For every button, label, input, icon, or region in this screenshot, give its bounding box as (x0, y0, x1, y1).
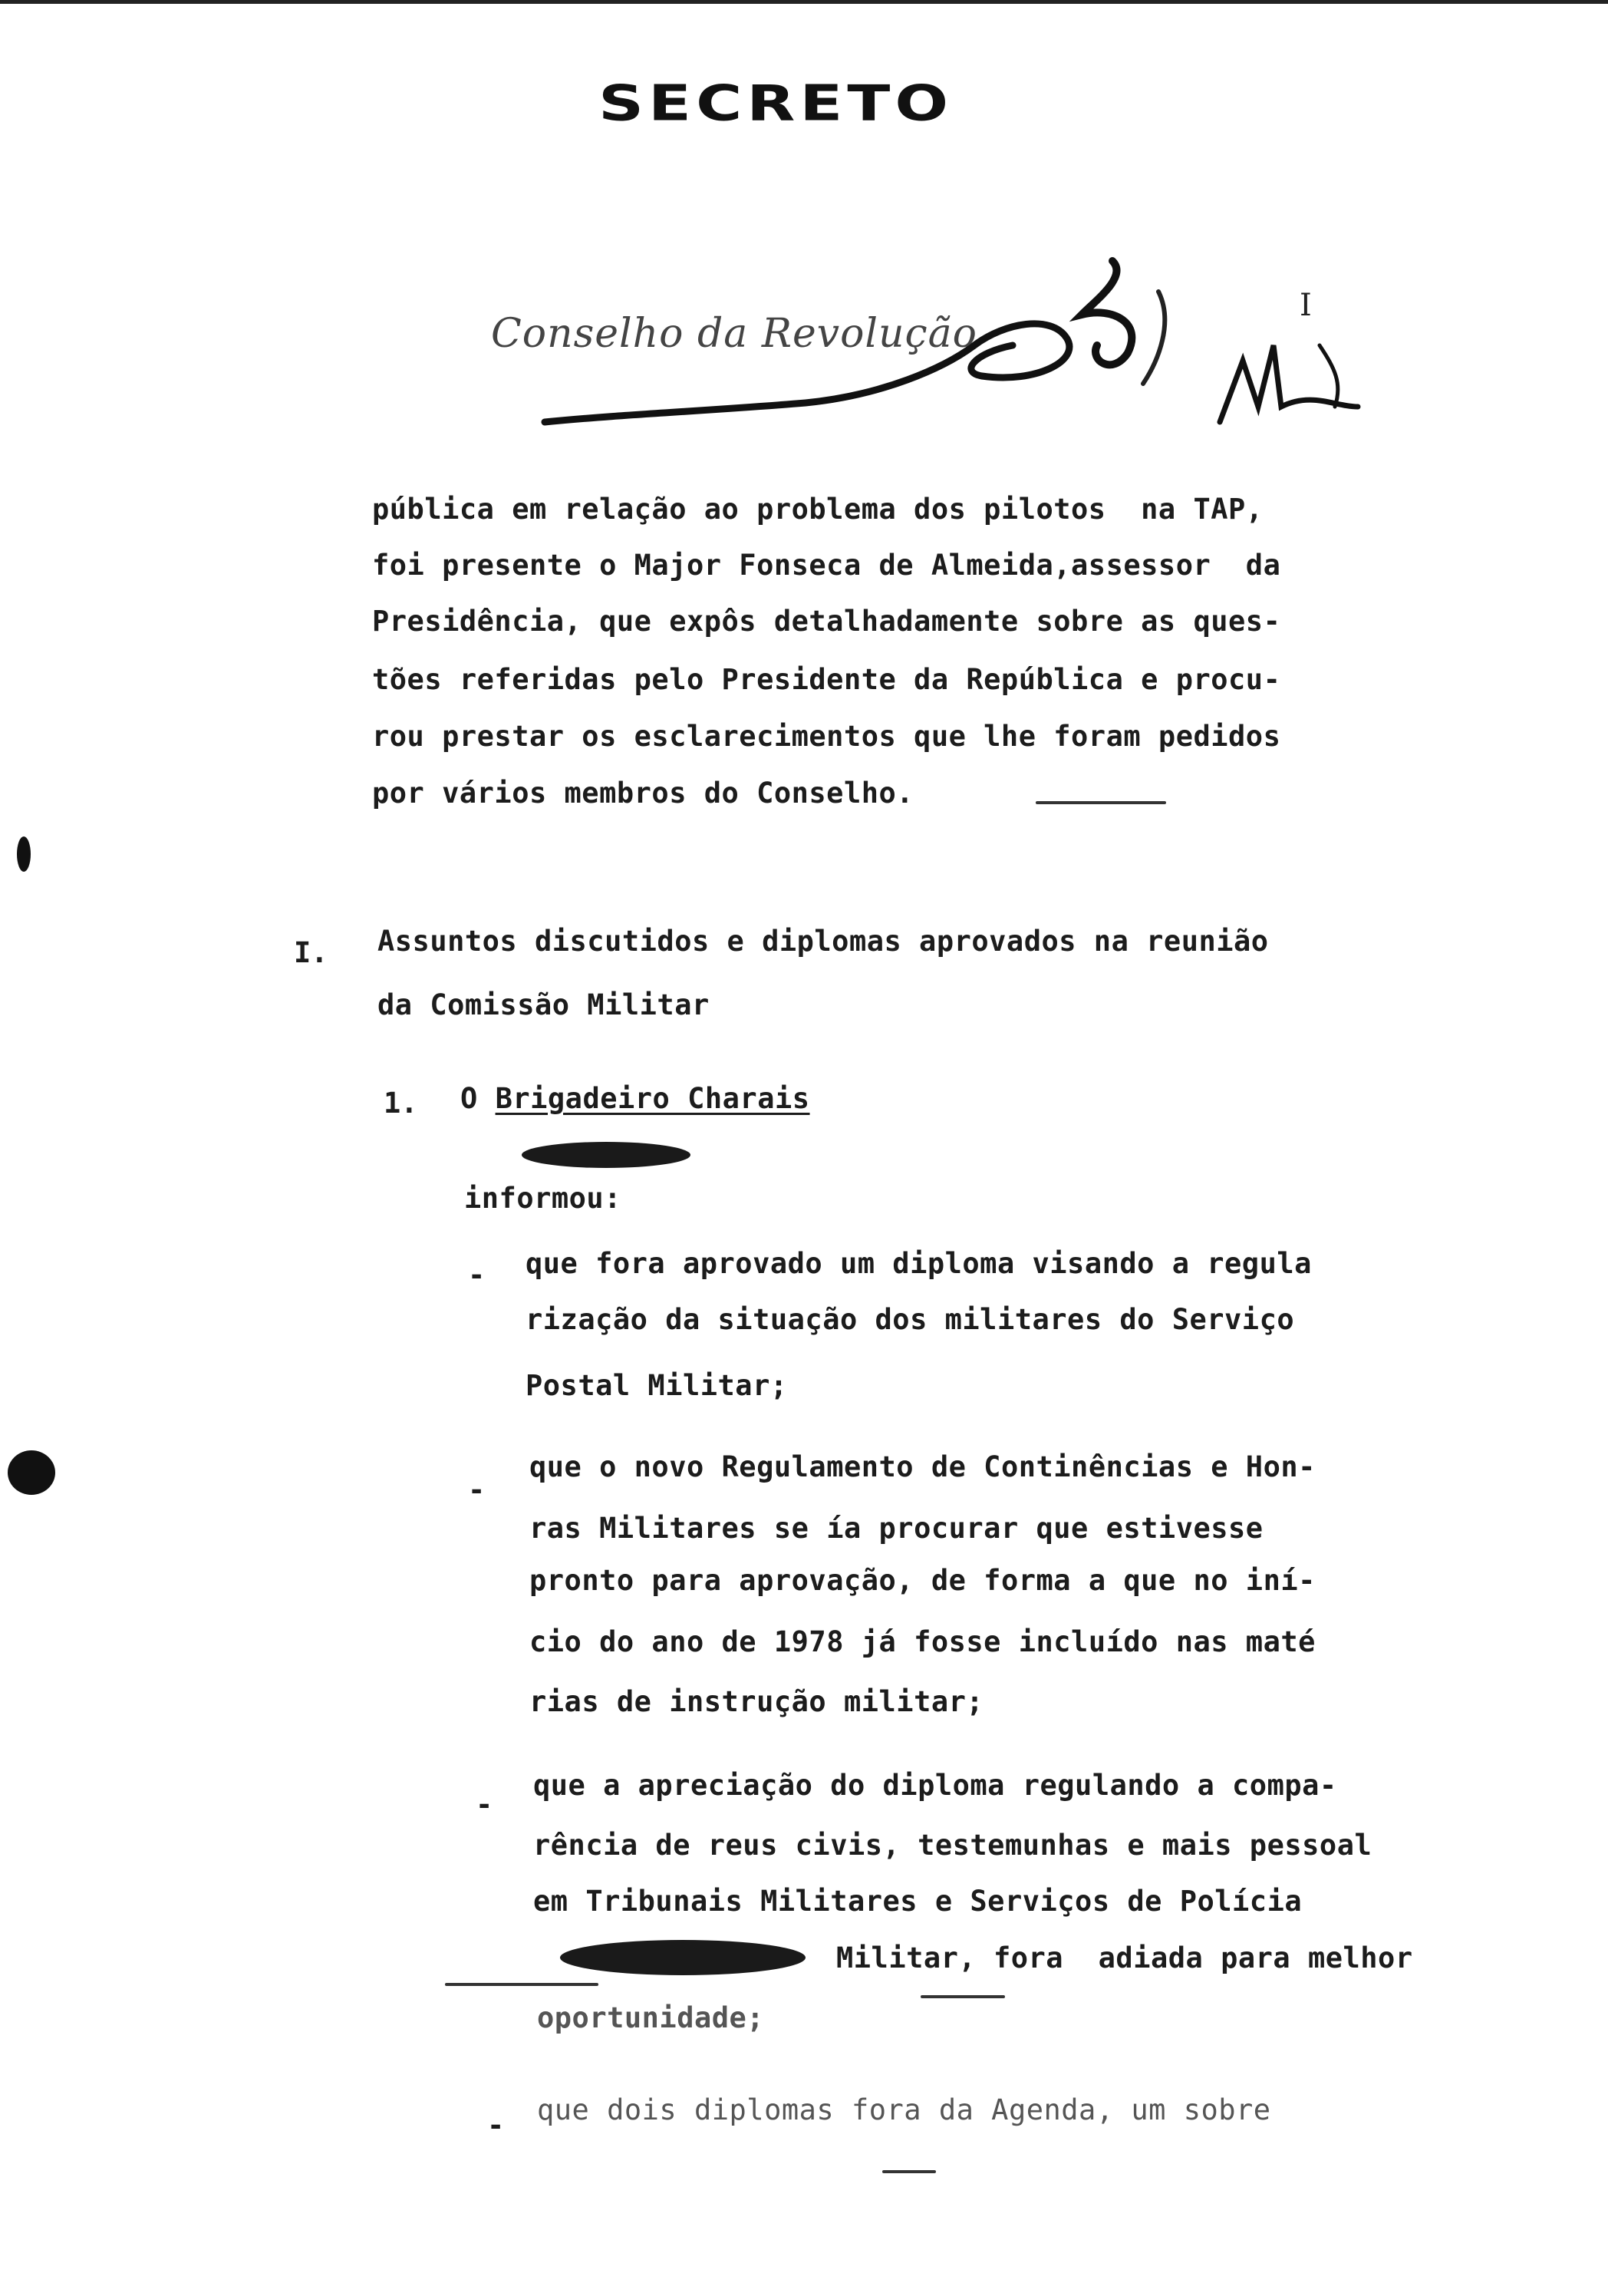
punch-hole-mark (8, 1450, 55, 1495)
speaker-prefix: O (460, 1082, 496, 1115)
intro-line: foi presente o Major Fonseca de Almeida,assessor da (372, 549, 1281, 582)
ink-streak (921, 1995, 1005, 1998)
bullet-line: pronto para aprovação, de forma a que no iní- (529, 1564, 1316, 1597)
item-number: 1. (384, 1087, 418, 1120)
bullet-dash: - (468, 1473, 486, 1506)
intro-line: tões referidas pelo Presidente da República e procu- (372, 663, 1281, 696)
bullet-dash: - (468, 1259, 486, 1292)
intro-line: rou prestar os esclarecimentos que lhe foram pedidos (372, 720, 1281, 753)
intro-line: por vários membros do Conselho. (372, 777, 914, 810)
item-speaker (460, 1082, 810, 1115)
bullet-line: que dois diplomas fora da Agenda, um sobre (537, 2093, 1271, 2126)
bullet-line: ras Militares se ía procurar que estivesse (529, 1512, 1264, 1545)
bullet-line: rização da situação dos militares do Serviço (526, 1303, 1295, 1336)
item-verb: informou: (464, 1182, 621, 1215)
ink-streak (445, 1983, 598, 1986)
bullet-line: rias de instrução militar; (529, 1685, 984, 1718)
secret-stamp: SECRETO (598, 75, 954, 133)
bullet-line: cio do ano de 1978 já fosse incluído nas maté (529, 1625, 1316, 1658)
intro-line: pública em relação ao problema dos pilotos na TAP, (372, 493, 1264, 526)
bullet-dash: - (487, 2109, 505, 2142)
bullet-dash: - (476, 1788, 493, 1821)
bullet-line: que fora aprovado um diploma visando a regula (526, 1247, 1312, 1280)
punch-hole-mark (17, 836, 31, 872)
bullet-line: Postal Militar; (526, 1369, 788, 1402)
handwritten-council-name: Conselho da Revolução (491, 311, 977, 357)
bullet-line: oportunidade; (537, 2001, 765, 2034)
bullet-line: Militar, fora adiada para melhor (836, 1941, 1413, 1974)
section-title-line: da Comissão Militar (377, 988, 710, 1021)
ink-streak (1036, 801, 1166, 804)
bullet-line: que a apreciação do diploma regulando a compa- (533, 1769, 1337, 1802)
page-top-border (0, 0, 1608, 4)
ink-smudge (522, 1142, 690, 1168)
ink-smudge (560, 1940, 806, 1975)
section-title-line: Assuntos discutidos e diplomas aprovados na reunião (377, 925, 1269, 958)
intro-line: Presidência, que expôs detalhadamente sobre as ques- (372, 605, 1281, 638)
bullet-line: em Tribunais Militares e Serviços de Polícia (533, 1885, 1303, 1918)
section-number: I. (294, 936, 328, 969)
bullet-line: que o novo Regulamento de Continências e Hon- (529, 1450, 1316, 1483)
bullet-line: rência de reus civis, testemunhas e mais pessoal (533, 1829, 1372, 1862)
ink-streak (882, 2170, 936, 2173)
page-marker: I (1300, 288, 1312, 323)
speaker-name: Brigadeiro Charais (495, 1082, 810, 1115)
